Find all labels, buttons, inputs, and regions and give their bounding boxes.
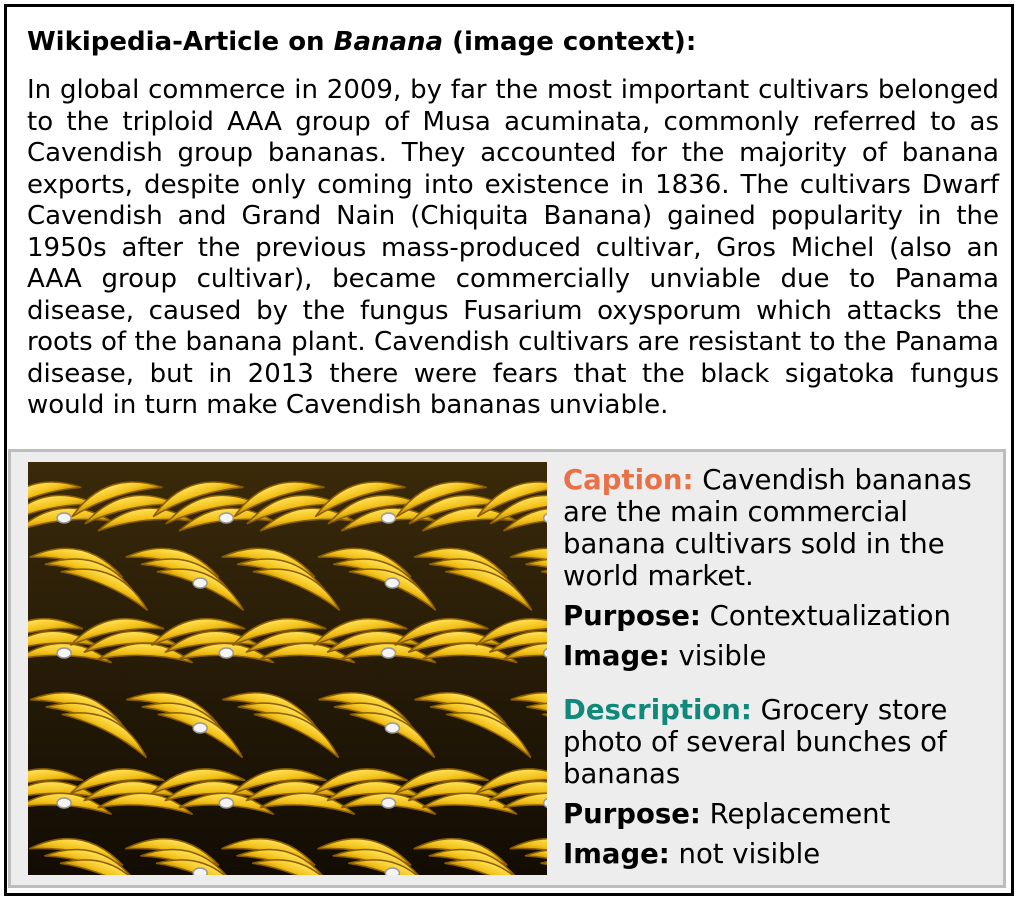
caption-purpose xyxy=(563,600,1003,632)
description-label: Description: xyxy=(563,694,752,726)
description-text: Grocery store photo of several bunches of bananas xyxy=(563,694,948,790)
banana-sticker xyxy=(381,648,395,658)
banana-sticker xyxy=(57,798,71,808)
article-title xyxy=(27,27,696,57)
banana-sticker xyxy=(385,723,399,733)
banana-sticker xyxy=(57,648,71,658)
caption-image-status xyxy=(563,640,1003,672)
banana-photo-drawing xyxy=(28,462,547,875)
title-prefix: Wikipedia-Article on xyxy=(27,27,334,57)
description-purpose-value: Replacement xyxy=(700,798,891,830)
description-image-status xyxy=(563,838,1003,870)
description-image-value: not visible xyxy=(669,838,821,870)
caption-entry xyxy=(563,464,1003,592)
description-entry xyxy=(563,694,1003,790)
banana-photo xyxy=(28,462,547,875)
title-suffix: (image context): xyxy=(443,27,697,57)
caption-purpose-label: Purpose: xyxy=(563,600,701,632)
banana-sticker xyxy=(193,868,207,875)
banana-sticker xyxy=(219,798,233,808)
banana-sticker xyxy=(193,578,207,588)
banana-sticker xyxy=(219,513,233,523)
banana-sticker xyxy=(193,723,207,733)
description-image-label: Image: xyxy=(563,838,670,870)
banana-sticker xyxy=(381,798,395,808)
banana-sticker xyxy=(57,513,71,523)
caption-text: Cavendish bananas are the main commercial banana cultivars sold in the world market. xyxy=(563,464,972,592)
description-purpose-label: Purpose: xyxy=(563,798,701,830)
banana-sticker xyxy=(385,868,399,875)
caption-image-label: Image: xyxy=(563,640,670,672)
banana-sticker xyxy=(385,578,399,588)
caption-image-value: visible xyxy=(669,640,767,672)
caption-purpose-value: Contextualization xyxy=(700,600,951,632)
annotation-list xyxy=(563,464,1003,870)
banana-sticker xyxy=(381,513,395,523)
title-topic: Banana xyxy=(333,27,444,57)
description-purpose xyxy=(563,798,1003,830)
article-paragraph: In global commerce in 2009, by far the most important cultivars belonged to the triploid AAA group of Musa acuminata, commonly referred to as Cavendish group bananas. They accounted for the majority of banana exports, despite only coming into existence in 1836. The cultivars Dwarf Cavendish and Grand Nain (Chiquita Banana) gained popularity in the 1950s after the previous mass-produced cultivar, Gros Michel (also an AAA group cultivar), became commercially unviable due to Panama disease, caused by the fungus Fusarium oxysporum which attacks the roots of the banana plant. Cavendish cultivars are resistant to the Panama disease, but in 2013 there were fears that the black sigatoka fungus would in turn make Cavendish bananas unviable. xyxy=(27,75,999,420)
banana-sticker xyxy=(219,648,233,658)
caption-label: Caption: xyxy=(563,464,694,496)
image-context-panel xyxy=(8,449,1006,888)
